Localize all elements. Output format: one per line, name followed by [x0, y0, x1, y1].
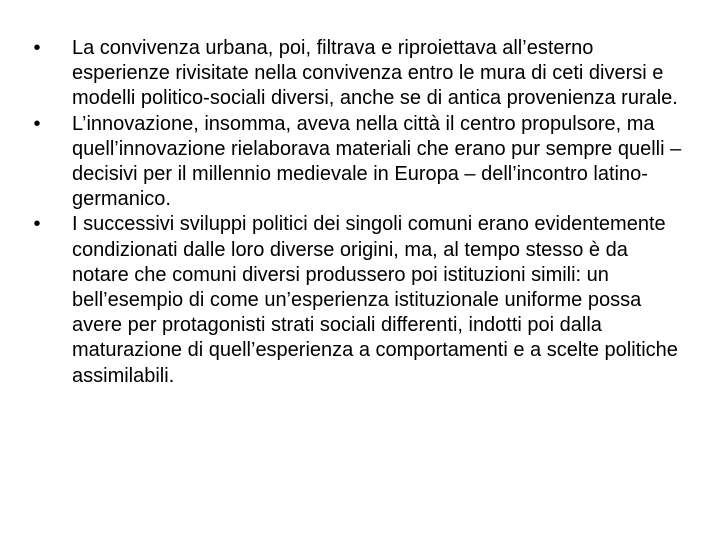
bullet-marker: • — [33, 213, 41, 236]
bullet-item — [30, 112, 690, 213]
bullet-marker: • — [33, 112, 41, 135]
bullet-list — [30, 36, 690, 389]
bullet-item — [30, 212, 690, 388]
bullet-item — [30, 36, 690, 112]
bullet-text: L’innovazione, insomma, aveva nella città il centro propulsore, ma quell’innovazione rielaborava materiali che erano pur sempre quelli – decisivi per il millennio medievale in Europa – dell’incontro latino-germanico. — [72, 112, 682, 211]
bullet-marker: • — [33, 37, 41, 59]
bullet-text: I successivi sviluppi politici dei singoli comuni erano evidentemente condizionati dalle loro diverse origini, ma, al tempo stesso è da notare che comuni diversi produssero poi istituzioni simili: un bell’esempio di come un’esperienza istituzionale uniforme possa avere per protagonisti strati sociali differenti, indotti poi dalla maturazione di quell’esperienza a comportamenti e a scelte politiche assimilabili. — [72, 213, 678, 387]
bullet-text: La convivenza urbana, poi, filtrava e riproiettava all’esterno esperienze rivisitate nella convivenza entro le mura di ceti diversi e modelli politico-sociali diversi, anche se di antica provenienza rurale. — [72, 37, 678, 110]
